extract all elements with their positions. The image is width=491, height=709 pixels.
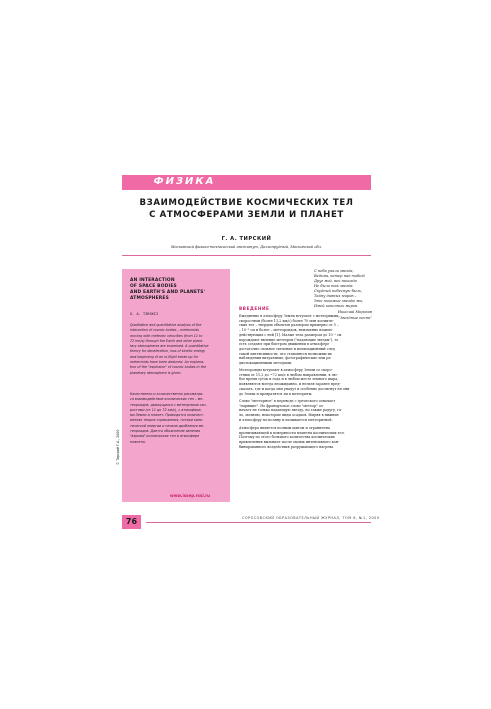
abstract-line: and beginning of an in-flight break up for: [130, 354, 199, 359]
abstract-line: theory for deceleration, loss of kinetic energy: [130, 349, 206, 354]
epigraph-line: Тайну дивных миров –: [314, 294, 357, 298]
abstract-line: планеты.: [130, 439, 147, 444]
journal-url-link[interactable]: www.issep.rssi.ru: [170, 493, 211, 498]
body-line: и атмосферу по-поляну и называются метеоритной.: [239, 417, 333, 422]
body-paragraph: [239, 399, 371, 423]
body-line: – 10⁻³ см и более – метеороидов, неизменно взаимо-: [239, 328, 334, 333]
body-line: Ежедневно в атмосферу Земли вступает с метеорными: [239, 314, 339, 318]
abstract-line: meteoroids have been deduced. An explana-: [130, 360, 205, 365]
epigraph-line: Друг мой, век никогда: [314, 279, 357, 283]
abstract-panel: [122, 269, 230, 502]
abstract-line: tion of the "explosion" of cosmic bodies in the: [130, 365, 207, 370]
abstract-line: tary atmospheres are examined. A quantitative: [130, 344, 209, 349]
article-title: [122, 197, 371, 221]
abstract-line: ми Земли и планет. Приводятся количест-: [130, 413, 205, 418]
abstract-line: interaction of cosmic bodies – meteoroids: [130, 328, 199, 333]
epigraph-source: "Звездные песни": [338, 316, 372, 320]
abstract-line: теороидов. Дается объяснение явления: [130, 429, 201, 434]
body-line: достаточно сильное свечение и ионизационный след: [239, 346, 335, 351]
body-paragraph: [239, 368, 371, 396]
body-line: бое время суток и года и в любом месте земного шара,: [239, 377, 339, 382]
body-line: сказать, где и когда они упадут и особенно достигнут ли они: [239, 386, 350, 391]
body-line: Атмосфера является полным щитом и ограничена: [239, 426, 330, 430]
abstract-line: ся взаимодействие космических тел – ме-: [130, 397, 204, 402]
body-line: порождают явление метеоров ("падающие звезды"), то: [239, 337, 339, 342]
abstract-english-title: [130, 278, 225, 302]
body-line: пронизывающей к поверхности планеты космических тел.: [239, 430, 345, 435]
abstract-title-line: OF SPACE BODIES: [130, 284, 177, 289]
abstract-line: moving with meteoric velocities (from 11 to: [130, 333, 203, 338]
copyright-note: © Тирский Г.А., 2000: [116, 429, 120, 465]
body-line: ских тел – твердых объектов размером примерно от 5 –: [239, 323, 339, 328]
body-line: появляются всегда неожиданно, и нельзя заранее пред-: [239, 382, 341, 387]
abstract-line: 72 km/s) through the Earth and other plane-: [130, 338, 204, 343]
body-line: наблюдения визуальные, фотографические или ра-: [239, 356, 332, 361]
abstract-english-text: [130, 323, 225, 376]
author-affiliation: Московский физико-технический институт, Долгопрудный, Московской обл.: [170, 245, 323, 249]
abstract-line: ростями (от 11 до 72 км/с), с атмосфера-: [130, 407, 202, 412]
body-line: действующих с ней [1]. Малые тела размером до 10⁻¹ см: [239, 332, 342, 337]
article-title-line: ВЗАИМОДЕЙСТВИЕ КОСМИЧЕСКИХ ТЕЛ: [139, 198, 354, 208]
body-line: скоростями (более 11,2 км/с) более 70 млн космиче-: [239, 318, 334, 323]
journal-footer: СОРОСОВСКИЙ ОБРАЗОВАТЕЛЬНЫЙ ЖУРНАЛ, ТОМ 6, №1, 2000: [242, 516, 380, 520]
section-divider: [122, 189, 371, 190]
abstract-title-line: AND EARTH'S AND PLANETS': [130, 290, 206, 295]
body-line: ло, молнию, некоторые виды осадков. Ныряя в нижние: [239, 413, 339, 418]
body-line: Метеороиды вступают в атмосферу Земли со скоро-: [239, 368, 333, 372]
abstract-line: "взрыва" космических тел в атмосфере: [130, 434, 200, 439]
page-number: 76: [125, 517, 138, 526]
epigraph-author: Николай Морозов: [337, 310, 372, 314]
body-line: привлечения вызывает после малых интенсивного кон-: [239, 440, 340, 445]
epigraph-line: Скудный небесную быль,: [314, 289, 363, 293]
abstract-author: G. A. TIRSKII: [130, 312, 159, 316]
body-line: до Земли и превратятся ли в метеориты.: [239, 391, 313, 396]
body-line: такой интенсивности, что становятся возможны их: [239, 351, 332, 356]
abstract-title-line: AN INTERACTION: [130, 278, 175, 283]
body-line: бинированного воздействия разрушающего нагрева: [239, 444, 334, 449]
body-paragraph: [239, 314, 371, 366]
abstract-line: Qualitative and quantitative analysis of the: [130, 323, 202, 327]
header-rule: [122, 255, 371, 256]
intro-heading: ВВЕДЕНИЕ: [239, 306, 270, 311]
epigraph-line: Это похожие звезды мы,: [314, 299, 364, 303]
abstract-line: planetary atmosphere is given.: [130, 370, 182, 375]
epigraph-line: С неба упала звезда,: [314, 269, 354, 273]
epigraph-line: Не было так звезда.: [314, 284, 354, 288]
footer-rule: [146, 522, 371, 523]
abstract-title-line: ATMOSPHERES: [130, 296, 169, 301]
body-line: начает не только падающую звезду, но также радугу, га-: [239, 408, 343, 413]
epigraph-line: Ведьма, ветер над тобой!: [314, 274, 366, 278]
abstract-line: Качественно и количественно рассматри-: [130, 392, 204, 396]
abstract-line: венная теория торможения, потери кине-: [130, 418, 204, 423]
section-banner: [122, 175, 371, 189]
article-title-line: С АТМОСФЕРАМИ ЗЕМЛИ И ПЛАНЕТ: [149, 210, 344, 220]
section-label: ФИЗИКА: [122, 175, 247, 189]
body-line: стями от 11,2 до ~72 км/с в любом направлении, в лю-: [239, 372, 338, 377]
body-line: Поэтому по этого большого количества космических: [239, 435, 335, 440]
body-paragraph: [239, 426, 371, 450]
abstract-russian-text: [130, 392, 225, 445]
body-line: есть создают при быстром движении в атмосфере: [239, 342, 330, 347]
epigraph-line: Имей конечных миров.: [314, 304, 359, 308]
abstract-line: тической энергии и начала дробления ме-: [130, 423, 205, 428]
abstract-line: теороидов, движущихся с метеорными ско-: [130, 402, 207, 407]
body-line: "парящие". Но французское слово "метеор" оз-: [239, 403, 324, 408]
body-line: диолокационными методами.: [239, 361, 293, 366]
body-line: Слово "метеорное" в переводе с греческого означает: [239, 399, 336, 403]
article-author: Г. А. ТИРСКИЙ: [221, 236, 272, 242]
